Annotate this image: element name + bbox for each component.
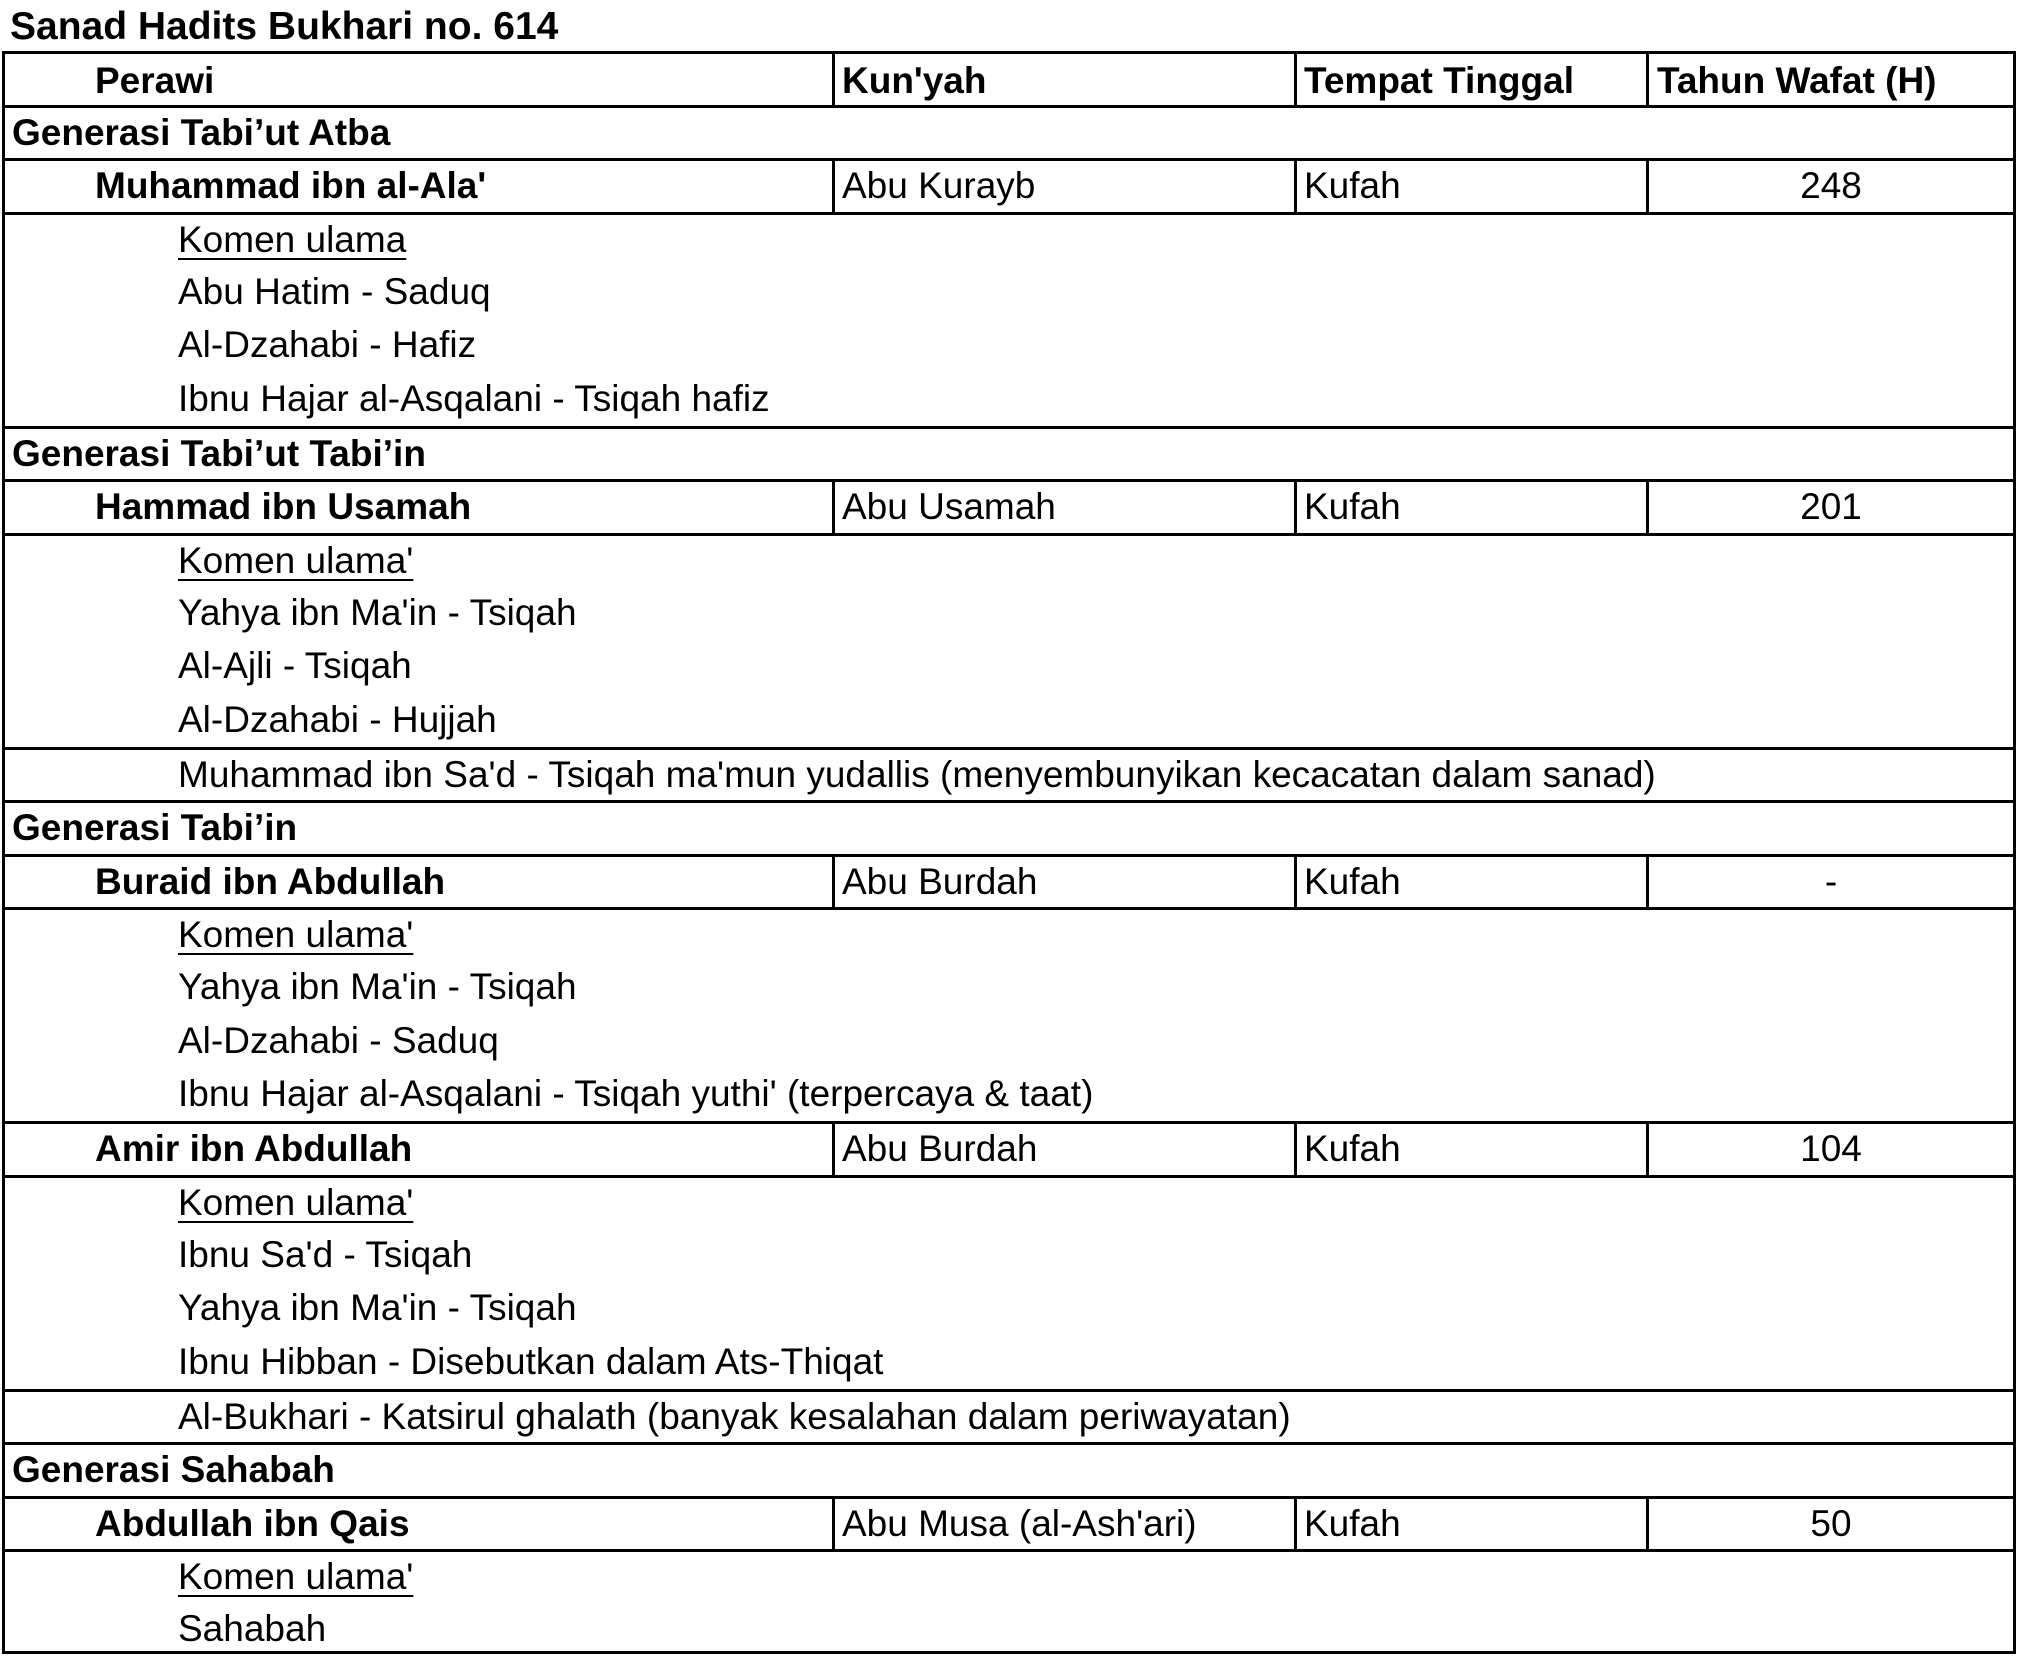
- comment-heading-row: [5, 533, 2013, 587]
- narrator-name: Hammad ibn Usamah: [95, 486, 472, 528]
- header-tahun-wafat: Tahun Wafat (H): [1646, 54, 2013, 108]
- narrator-tahun-wafat: 104: [1646, 1124, 2013, 1175]
- table-header-row: [5, 54, 2013, 108]
- narrator-name: Buraid ibn Abdullah: [95, 860, 446, 902]
- comment-text: Yahya ibn Ma'in - Tsiqah: [178, 1287, 577, 1329]
- narrator-row: [5, 479, 2013, 533]
- narrator-row: [5, 158, 2013, 212]
- narrator-tahun-wafat: 248: [1646, 161, 2013, 212]
- comment-text: Yahya ibn Ma'in - Tsiqah: [178, 966, 577, 1008]
- generation-label: Generasi Tabi’ut Tabi’in: [12, 432, 426, 474]
- comment-row: [5, 1068, 2013, 1122]
- comment-row: [5, 1603, 2013, 1657]
- comment-row: [5, 693, 2013, 747]
- narrator-tempat: Kufah: [1294, 1499, 1646, 1550]
- header-kunyah: Kun'yah: [832, 54, 1294, 108]
- narrator-tempat: Kufah: [1294, 161, 1646, 212]
- narrator-name: Muhammad ibn al-Ala': [95, 165, 487, 207]
- narrator-tempat: Kufah: [1294, 482, 1646, 533]
- sanad-table: [2, 51, 2016, 1654]
- generation-label: Generasi Sahabah: [12, 1449, 335, 1491]
- comment-heading: Komen ulama': [178, 539, 414, 581]
- narrator-name: Abdullah ibn Qais: [95, 1502, 410, 1544]
- comment-row: [5, 1335, 2013, 1389]
- comment-row: [5, 1282, 2013, 1336]
- comment-row: [5, 586, 2013, 640]
- narrator-kunyah: Abu Usamah: [832, 482, 1294, 533]
- narrator-kunyah: Abu Kurayb: [832, 161, 1294, 212]
- comment-row: [5, 265, 2013, 319]
- comment-heading-row: [5, 1175, 2013, 1229]
- narrator-tahun-wafat: -: [1646, 857, 2013, 908]
- narrator-kunyah: Abu Musa (al-Ash'ari): [832, 1499, 1294, 1550]
- narrator-tempat: Kufah: [1294, 857, 1646, 908]
- page-title: Sanad Hadits Bukhari no. 614: [10, 5, 559, 48]
- generation-label: Generasi Tabi’ut Atba: [12, 111, 391, 153]
- header-tempat-tinggal: Tempat Tinggal: [1294, 54, 1646, 108]
- comment-heading: Komen ulama': [178, 1181, 414, 1223]
- generation-row: [5, 426, 2013, 480]
- narrator-row: [5, 1496, 2013, 1550]
- comment-row: [5, 372, 2013, 426]
- generation-label: Generasi Tabi’in: [12, 807, 298, 849]
- generation-row: [5, 105, 2013, 159]
- comment-text: Ibnu Hibban - Disebutkan dalam Ats-Thiqat: [178, 1340, 884, 1382]
- comment-heading-row: [5, 1549, 2013, 1603]
- comment-heading-row: [5, 212, 2013, 266]
- comment-text: Ibnu Hajar al-Asqalani - Tsiqah yuthi' (terpercaya & taat): [178, 1073, 1094, 1115]
- comment-heading: Komen ulama': [178, 914, 414, 956]
- comment-row: [5, 961, 2013, 1015]
- comment-text: Al-Dzahabi - Hafiz: [178, 324, 477, 366]
- comment-row: [5, 640, 2013, 694]
- narrator-tempat: Kufah: [1294, 1124, 1646, 1175]
- comment-text: Abu Hatim - Saduq: [178, 270, 491, 312]
- narrator-row: [5, 1121, 2013, 1175]
- comment-heading: Komen ulama': [178, 1556, 414, 1598]
- comment-text: Ibnu Hajar al-Asqalani - Tsiqah hafiz: [178, 377, 770, 419]
- narrator-tahun-wafat: 201: [1646, 482, 2013, 533]
- narrator-kunyah: Abu Burdah: [832, 857, 1294, 908]
- generation-row: [5, 800, 2013, 854]
- comment-row: [5, 1014, 2013, 1068]
- narrator-kunyah: Abu Burdah: [832, 1124, 1294, 1175]
- header-perawi: Perawi: [95, 59, 215, 101]
- comment-heading-row: [5, 907, 2013, 961]
- comment-text: Muhammad ibn Sa'd - Tsiqah ma'mun yudallis (menyembunyikan kecacatan dalam sanad): [178, 753, 1656, 795]
- comment-text: Ibnu Sa'd - Tsiqah: [178, 1233, 473, 1275]
- narrator-row: [5, 854, 2013, 908]
- comment-row: [5, 747, 2013, 801]
- comment-row: [5, 319, 2013, 373]
- comment-text: Al-Dzahabi - Hujjah: [178, 698, 497, 740]
- comment-text: Yahya ibn Ma'in - Tsiqah: [178, 591, 577, 633]
- comment-row: [5, 1389, 2013, 1443]
- narrator-name: Amir ibn Abdullah: [95, 1128, 413, 1170]
- comment-text: Al-Bukhari - Katsirul ghalath (banyak kesalahan dalam periwayatan): [178, 1395, 1291, 1437]
- comment-heading: Komen ulama: [178, 218, 407, 260]
- comment-text: Al-Dzahabi - Saduq: [178, 1019, 499, 1061]
- comment-row: [5, 1228, 2013, 1282]
- narrator-tahun-wafat: 50: [1646, 1499, 2013, 1550]
- generation-row: [5, 1442, 2013, 1496]
- comment-text: Al-Ajli - Tsiqah: [178, 645, 412, 687]
- comment-text: Sahabah: [178, 1608, 327, 1650]
